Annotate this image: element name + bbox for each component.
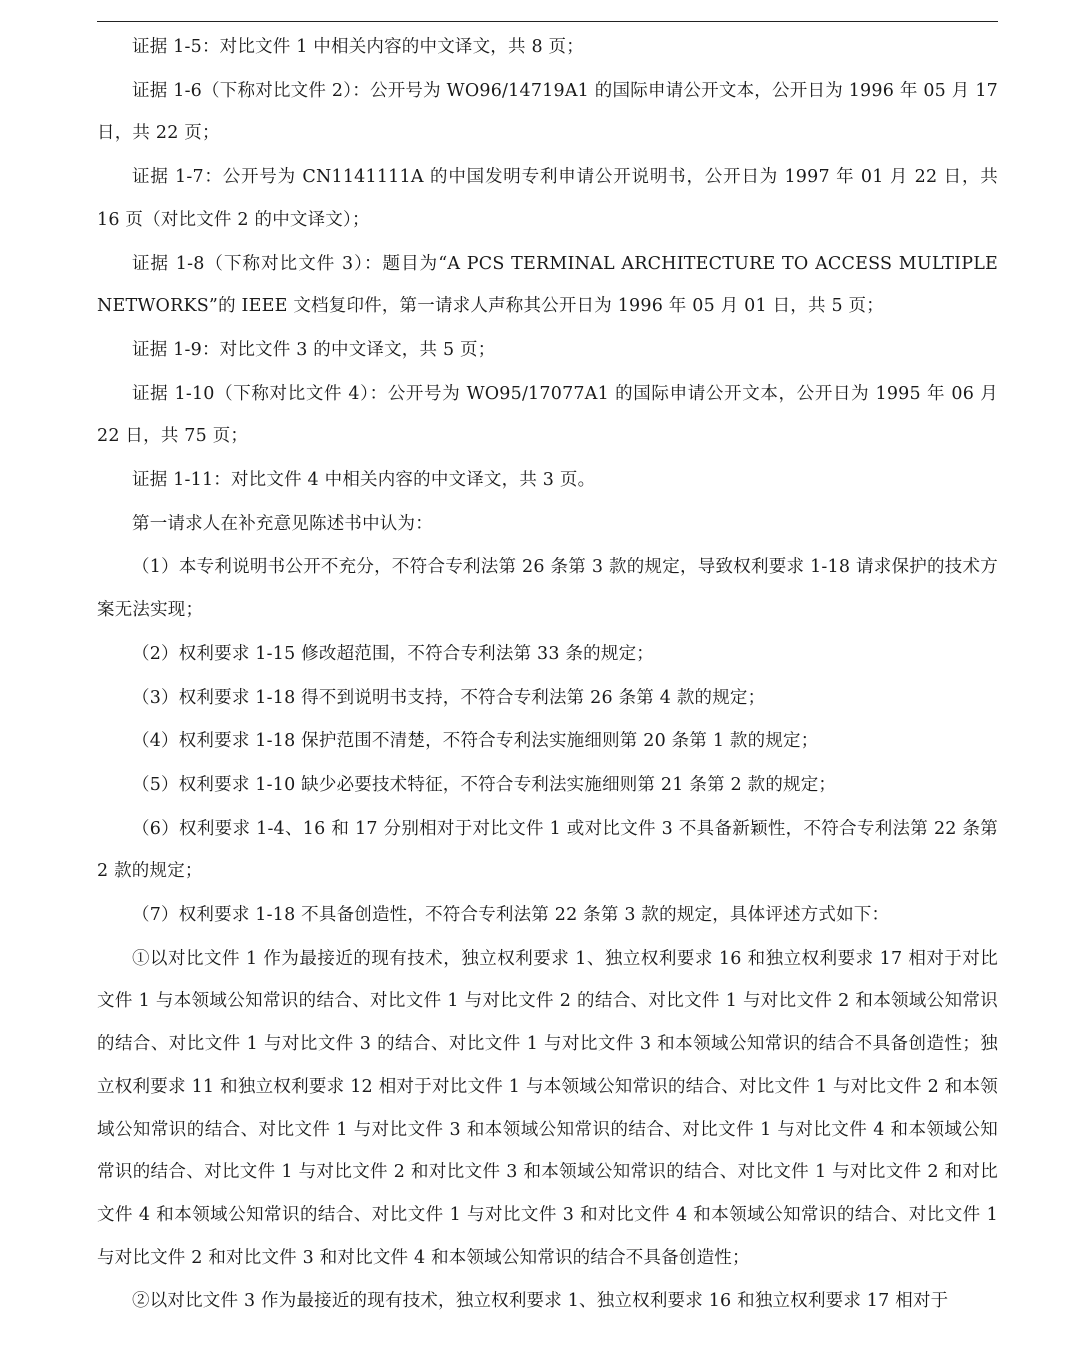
evidence-1-11-paragraph: 证据 1-11：对比文件 4 中相关内容的中文译文，共 3 页。 <box>132 470 596 491</box>
opinion-item-1: （1）本专利说明书公开不充分，不符合专利法第 26 条第 3 款的规定，导致权利要求 1-18 请求保护的技术方案无法实现； <box>97 557 998 621</box>
opinion-item-7: （7）权利要求 1-18 不具备创造性，不符合专利法第 22 条第 3 款的规定，具体评述方式如下： <box>132 905 890 926</box>
evidence-1-7-paragraph: 证据 1-7：公开号为 CN1141111A 的中国发明专利申请公开说明书，公开日为 1997 年 01 月 22 日，共 16 页（对比文件 2 的中文译文）； <box>97 167 998 230</box>
opinion-item-4: （4）权利要求 1-18 保护范围不清楚，不符合专利法实施细则第 20 条第 1 款的规定； <box>132 731 819 752</box>
opinion-item-2: （2）权利要求 1-15 修改超范围，不符合专利法第 33 条的规定； <box>132 643 654 664</box>
header-rule <box>97 21 998 22</box>
evidence-1-5-paragraph: 证据 1-5：对比文件 1 中相关内容的中文译文，共 8 页； <box>132 37 584 57</box>
inventiveness-argument-2: ②以对比文件 3 作为最接近的现有技术，独立权利要求 1、独立权利要求 16 和独立权利要求 17 相对于 <box>132 1291 949 1312</box>
opinion-intro-paragraph: 第一请求人在补充意见陈述书中认为： <box>132 513 433 534</box>
evidence-1-6-paragraph: 证据 1-6（下称对比文件 2）：公开号为 WO96/14719A1 的国际申请公开文本，公开日为 1996 年 05 月 17 日，共 22 页； <box>97 80 998 144</box>
evidence-1-8-paragraph: 证据 1-8（下称对比文件 3）：题目为“A PCS TERMINAL ARCHITECTURE TO ACCESS MULTIPLE NETWORKS”的 IEEE 文档复印件，第一请求人声称其公开日为 1996 年 05 月 01 日，共 5 页； <box>97 253 998 317</box>
opinion-item-3: （3）权利要求 1-18 得不到说明书支持，不符合专利法第 26 条第 4 款的规定； <box>132 687 766 708</box>
inventiveness-argument-1: ①以对比文件 1 作为最接近的现有技术，独立权利要求 1、独立权利要求 16 和独立权利要求 17 相对于对比文件 1 与本领域公知常识的结合、对比文件 1 与对比文件 2 的结合、对比文件 1 与对比文件 2 和本领域公知常识的结合、对比文件 1 与对比文件 3 的结合、对比文件 1 与对比文件 3 和本领域公知常识的结合不具备创造性；独立权利要求 11 和独立权利要求 12 相对于对比文件 1 与本领域公知常识的结合、对比文件 1 与对比文件 2 和本领域公知常识的结合、对比文件 1 与对比文件 3 和本领域公知常识的结合、对比文件 1 与对比文件 4 和本领域公知常识的结合、对比文件 1 与对比文件 2 和对比文件 3 和本领域公知常识的结合、对比文件 1 与对比文件 2 和对比文件 4 和本领域公知常识的结合、对比文件 1 与对比文件 3 和对比文件 4 和本领域公知常识的结合、对比文件 1 与对比文件 2 和对比文件 3 和对比文件 4 和本领域公知常识的结合不具备创造性； <box>97 948 998 1268</box>
opinion-item-6: （6）权利要求 1-4、16 和 17 分别相对于对比文件 1 或对比文件 3 不具备新颖性，不符合专利法第 22 条第 2 款的规定； <box>97 818 998 882</box>
document-body <box>97 26 998 1324</box>
evidence-1-9-paragraph: 证据 1-9：对比文件 3 的中文译文，共 5 页； <box>132 339 496 360</box>
evidence-1-10-paragraph: 证据 1-10（下称对比文件 4）：公开号为 WO95/17077A1 的国际申请公开文本，公开日为 1995 年 06 月 22 日，共 75 页； <box>97 383 998 447</box>
opinion-item-5: （5）权利要求 1-10 缺少必要技术特征，不符合专利法实施细则第 21 条第 2 款的规定； <box>132 774 837 795</box>
